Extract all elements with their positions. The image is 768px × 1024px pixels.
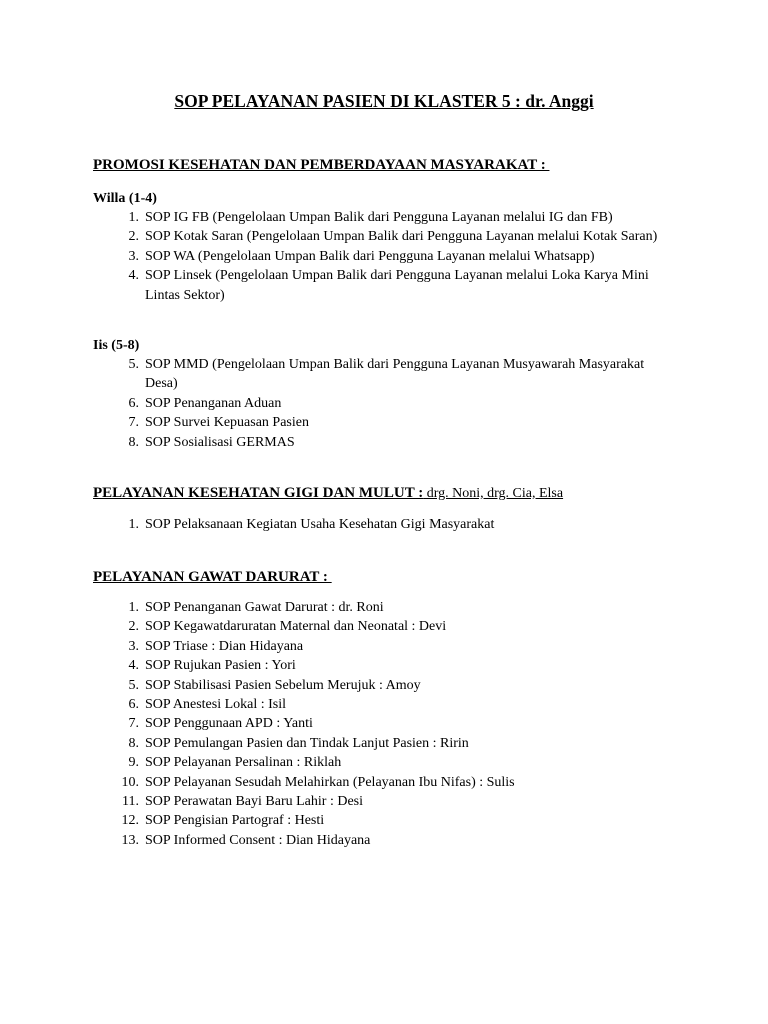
list-item xyxy=(93,656,673,675)
list-item-text: SOP WA (Pengelolaan Umpan Balik dari Pengguna Layanan melalui Whatsapp) xyxy=(145,248,595,264)
list-item xyxy=(93,413,673,432)
list-item-text: SOP Stabilisasi Pasien Sebelum Merujuk : Amoy xyxy=(145,677,421,693)
list-item-number: 1. xyxy=(128,517,139,532)
list-item-number: 3. xyxy=(128,638,139,654)
list-item xyxy=(93,598,673,617)
list-item xyxy=(93,792,673,811)
list-item-text: SOP Pelayanan Sesudah Melahirkan (Pelayanan Ibu Nifas) : Sulis xyxy=(145,774,515,790)
list-item xyxy=(93,773,673,792)
list-item-number: 1. xyxy=(128,600,139,615)
list-gawat xyxy=(93,598,673,850)
list-item xyxy=(93,831,673,850)
list-item-text: SOP IG FB (Pengelolaan Umpan Balik dari Pengguna Layanan melalui IG dan FB) xyxy=(145,210,613,225)
list-gigi xyxy=(93,515,673,534)
list-item-text: SOP Pengisian Partograf : Hesti xyxy=(145,813,325,829)
list-item-number: 5. xyxy=(128,677,139,693)
list-item xyxy=(93,515,673,534)
list-item xyxy=(93,753,673,772)
list-promosi-iis xyxy=(93,355,673,452)
list-item-text: SOP Informed Consent : Dian Hidayana xyxy=(145,832,371,848)
list-item-text: SOP Penanganan Aduan xyxy=(145,395,282,411)
group-label-iis: Iis (5-8) xyxy=(93,338,140,353)
list-item-number: 2. xyxy=(128,619,139,635)
group-label-willa: Willa (1-4) xyxy=(93,191,157,206)
list-item-number: 4. xyxy=(128,268,139,284)
list-item-number: 13. xyxy=(121,832,139,848)
list-item xyxy=(93,714,673,733)
list-item-number: 2. xyxy=(128,229,139,245)
section-heading-gigi-title: PELAYANAN KESEHATAN GIGI DAN MULUT : xyxy=(93,485,424,501)
list-item-number: 8. xyxy=(128,735,139,751)
list-item xyxy=(93,617,673,636)
list-item-text: SOP Kegawatdaruratan Maternal dan Neonatal : Devi xyxy=(145,619,447,635)
list-item xyxy=(93,208,673,227)
list-item-text: SOP Linsek (Pengelolaan Umpan Balik dari Pengguna Layanan melalui Loka Karya Mini Lintas Sektor) xyxy=(145,268,649,303)
list-item-text: SOP Survei Kepuasan Pasien xyxy=(145,415,309,431)
document-title: SOP PELAYANAN PASIEN DI KLASTER 5 : dr. Anggi xyxy=(174,91,594,111)
list-item xyxy=(93,695,673,714)
list-item-number: 7. xyxy=(128,716,139,732)
list-item xyxy=(93,394,673,413)
list-item xyxy=(93,676,673,695)
list-item-number: 8. xyxy=(128,434,139,450)
list-item-number: 4. xyxy=(128,658,139,674)
list-promosi-willa xyxy=(93,208,673,305)
list-item-number: 12. xyxy=(121,813,139,829)
section-heading-gawat: PELAYANAN GAWAT DARURAT : xyxy=(93,569,332,585)
list-item-number: 7. xyxy=(128,415,139,431)
list-item-text: SOP Kotak Saran (Pengelolaan Umpan Balik dari Pengguna Layanan melalui Kotak Saran) xyxy=(145,229,658,245)
list-item xyxy=(93,227,673,246)
list-item-text: SOP Rujukan Pasien : Yori xyxy=(145,658,296,674)
list-item-text: SOP Pemulangan Pasien dan Tindak Lanjut Pasien : Ririn xyxy=(145,735,469,751)
list-item-text: SOP Sosialisasi GERMAS xyxy=(145,434,295,450)
list-item-number: 9. xyxy=(128,755,139,771)
list-item xyxy=(93,266,673,305)
list-item xyxy=(93,811,673,830)
list-item-number: 3. xyxy=(128,248,139,264)
list-item xyxy=(93,355,673,394)
list-item xyxy=(93,247,673,266)
list-item-text: SOP Penanganan Gawat Darurat : dr. Roni xyxy=(145,600,384,615)
section-heading-gigi-staff: drg. Noni, drg. Cia, Elsa xyxy=(423,486,564,501)
list-item-text: SOP Pelayanan Persalinan : Riklah xyxy=(145,755,342,771)
list-item-text: SOP Perawatan Bayi Baru Lahir : Desi xyxy=(145,794,363,810)
list-item-text: SOP Triase : Dian Hidayana xyxy=(145,638,304,654)
section-heading-gigi xyxy=(93,484,563,503)
list-item-number: 10. xyxy=(121,774,139,790)
list-item-number: 6. xyxy=(128,395,139,411)
list-item-text: SOP MMD (Pengelolaan Umpan Balik dari Pengguna Layanan Musyawarah Masyarakat Desa) xyxy=(145,357,645,392)
list-item xyxy=(93,734,673,753)
list-item-number: 5. xyxy=(128,357,139,372)
list-item-text: SOP Pelaksanaan Kegiatan Usaha Kesehatan Gigi Masyarakat xyxy=(145,517,495,532)
list-item-number: 11. xyxy=(122,794,139,810)
section-heading-promosi: PROMOSI KESEHATAN DAN PEMBERDAYAAN MASYARAKAT : xyxy=(93,157,550,173)
list-item-text: SOP Anestesi Lokal : Isil xyxy=(145,697,287,713)
list-item-text: SOP Penggunaan APD : Yanti xyxy=(145,716,313,732)
list-item xyxy=(93,637,673,656)
list-item xyxy=(93,433,673,452)
list-item-number: 1. xyxy=(128,210,139,225)
list-item-number: 6. xyxy=(128,697,139,713)
